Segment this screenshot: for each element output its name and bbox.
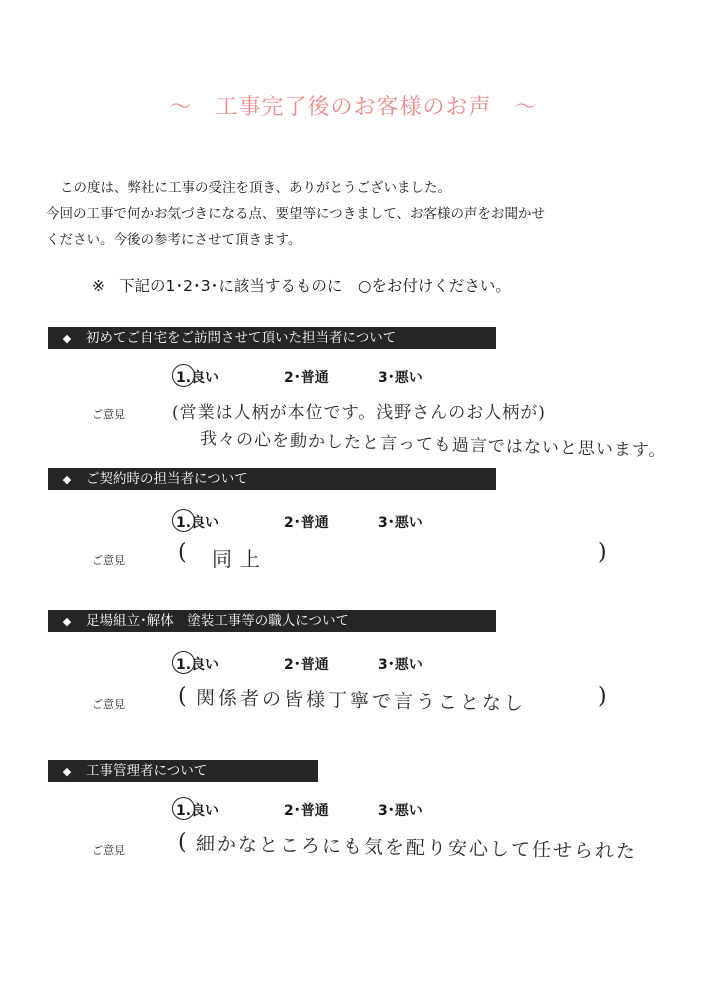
- selected-circle-mark: [172, 364, 195, 387]
- rating-option-good[interactable]: 1.良い: [176, 367, 219, 387]
- rating-option-good[interactable]: 1.良い: [176, 512, 219, 532]
- rating-option-good[interactable]: 1.良い: [176, 800, 219, 820]
- instruction-text: 下記の1･2･3･に該当するものに ○をお付けください。: [119, 277, 511, 295]
- diamond-icon: ◆: [62, 615, 72, 628]
- comment-label: ご意見: [92, 554, 125, 567]
- intro-line-3: ください。今後の参考にさせて頂きます。: [46, 232, 302, 248]
- section-title: 工事管理者について: [86, 763, 208, 779]
- section-title: ご契約時の担当者について: [86, 471, 248, 487]
- section-title: 足場組立･解体 塗装工事等の職人について: [86, 613, 349, 629]
- reference-mark: ※: [92, 277, 105, 295]
- rating-option-normal[interactable]: 2･普通: [284, 657, 329, 673]
- rating-option-bad[interactable]: 3･悪い: [378, 657, 423, 673]
- close-bracket: ): [598, 684, 607, 709]
- comment-label: ご意見: [92, 698, 125, 711]
- open-bracket: (: [178, 684, 187, 709]
- instruction: [92, 274, 511, 296]
- section-header-craftsmen: [48, 610, 496, 632]
- selected-circle-mark: [172, 797, 195, 820]
- rating-option-normal[interactable]: 2･普通: [284, 370, 329, 386]
- rating-option-good[interactable]: 1.良い: [176, 654, 219, 674]
- intro-text: [46, 175, 666, 253]
- rating-option-normal[interactable]: 2･普通: [284, 803, 329, 819]
- diamond-icon: ◆: [62, 765, 72, 778]
- handwritten-comment: 同上: [212, 547, 268, 571]
- handwritten-comment: 関係者の皆様丁寧で言うことなし: [195, 687, 527, 715]
- section-title: 初めてご自宅をご訪問させて頂いた担当者について: [86, 330, 397, 346]
- diamond-icon: ◆: [62, 473, 72, 486]
- rating-option-bad[interactable]: 3･悪い: [378, 803, 423, 819]
- close-bracket: ): [598, 540, 607, 565]
- open-bracket: (: [178, 830, 187, 855]
- selected-circle-mark: [172, 651, 195, 674]
- section-header-contract: [48, 468, 496, 490]
- handwritten-comment: (営業は人柄が本位です。浅野さんのお人柄が): [172, 403, 546, 423]
- intro-line-1: この度は、弊社に工事の受注を頂き、ありがとうございました。: [60, 180, 451, 196]
- section-header-construction-manager: [48, 760, 318, 782]
- rating-option-bad[interactable]: 3･悪い: [378, 515, 423, 531]
- comment-label: ご意見: [92, 844, 125, 857]
- rating-option-normal[interactable]: 2･普通: [284, 515, 329, 531]
- comment-label: ご意見: [92, 408, 125, 421]
- intro-line-2: 今回の工事で何かお気づきになる点、要望等につきまして、お客様の声をお聞かせ: [46, 206, 545, 222]
- handwritten-comment-continued: 我々の心を動かしたと言っても過言ではないと思います。: [199, 428, 667, 462]
- rating-option-bad[interactable]: 3･悪い: [378, 370, 423, 386]
- selected-circle-mark: [172, 509, 195, 532]
- diamond-icon: ◆: [62, 332, 72, 345]
- section-header-first-visit: [48, 327, 496, 349]
- page-title: ～ 工事完了後のお客様のお声 ～: [169, 95, 538, 120]
- open-bracket: (: [178, 540, 187, 565]
- handwritten-comment: 細かなところにも気を配り安心して任せられた: [195, 833, 638, 863]
